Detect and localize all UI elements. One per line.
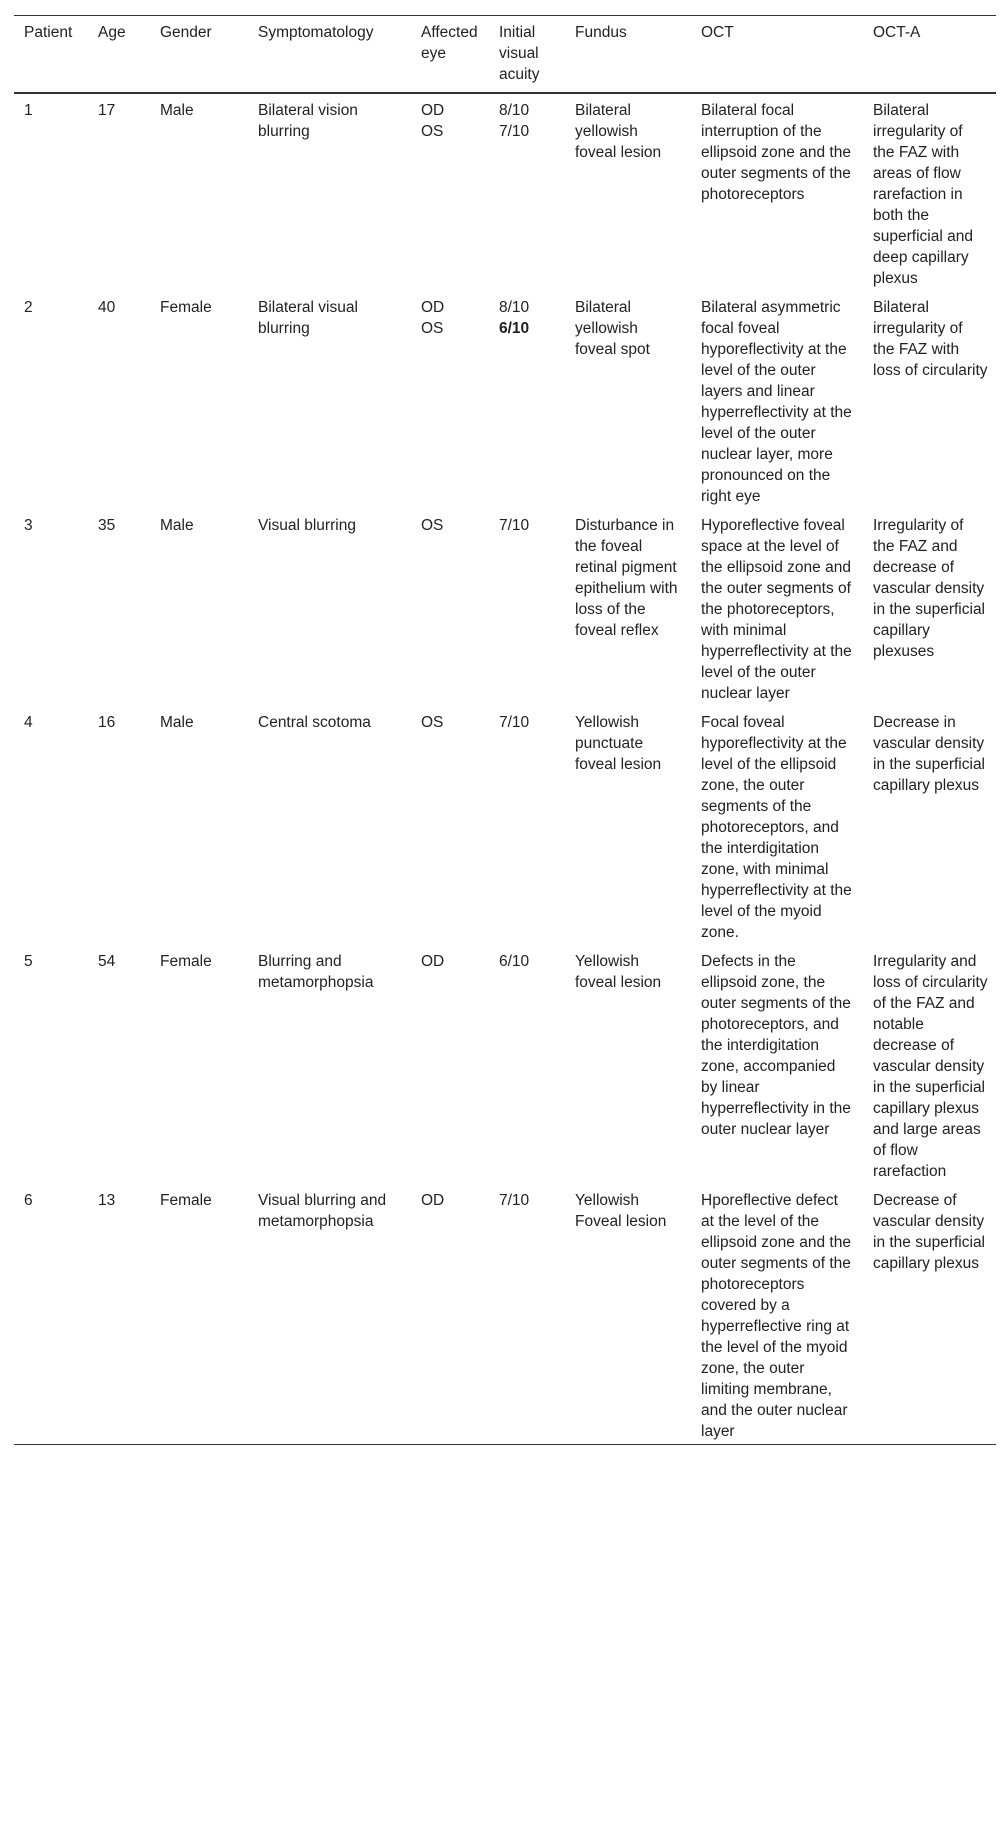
visual-acuity-value: 7/10 xyxy=(499,517,530,534)
table-row xyxy=(14,93,996,291)
cell-initial-visual-acuity xyxy=(489,706,565,945)
visual-acuity-value: 7/10 xyxy=(499,714,530,731)
affected-eye-value: OD xyxy=(421,299,445,316)
cell-fundus: Yellowish Foveal lesion xyxy=(575,1192,667,1230)
affected-eye-value: OD xyxy=(421,1192,445,1209)
cell-oct: Focal foveal hyporeflectivity at the level of the ellipsoid zone, the outer segments of the photoreceptors, and the interdigitation zone, with minimal hyperreflectivity at the level of the myoid zone. xyxy=(701,714,852,941)
cell-oct: Hyporeflective foveal space at the level of the ellipsoid zone and the outer segments of the photoreceptors, with minimal hyperreflectivity at the level of the outer nuclear layer xyxy=(701,517,852,702)
cell-affected-eye xyxy=(411,509,489,706)
cell-oct: Bilateral focal interruption of the ellipsoid zone and the outer segments of the photoreceptors xyxy=(701,102,851,203)
table-row xyxy=(14,509,996,706)
cell-symptomatology: Bilateral vision blurring xyxy=(258,102,358,140)
cell-symptomatology: Visual blurring xyxy=(258,517,356,534)
cell-oct: Bilateral asymmetric focal foveal hyporeflectivity at the level of the outer layers and linear hyperreflectivity at the level of the outer nuclear layer, more pronounced on the right eye xyxy=(701,299,852,505)
header-affected-eye: Affected eye xyxy=(421,24,478,62)
cell-patient: 1 xyxy=(24,102,33,119)
cell-affected-eye xyxy=(411,945,489,1184)
cell-initial-visual-acuity xyxy=(489,509,565,706)
cell-symptomatology: Blurring and metamorphopsia xyxy=(258,953,374,991)
cell-affected-eye xyxy=(411,291,489,509)
affected-eye-value: OS xyxy=(421,123,444,140)
cell-age: 17 xyxy=(98,102,116,119)
visual-acuity-value: 8/10 xyxy=(499,299,530,316)
header-initial-visual-acuity: Initial visual acuity xyxy=(499,24,540,83)
cell-patient: 4 xyxy=(24,714,33,731)
cell-affected-eye xyxy=(411,93,489,291)
affected-eye-value: OS xyxy=(421,714,444,731)
header-age: Age xyxy=(98,24,126,41)
cell-oct-a: Decrease in vascular density in the superficial capillary plexus xyxy=(873,714,986,794)
visual-acuity-value: 7/10 xyxy=(499,1192,530,1209)
table-row xyxy=(14,291,996,509)
cell-gender: Male xyxy=(160,714,194,731)
table-row xyxy=(14,706,996,945)
cell-symptomatology: Visual blurring and metamorphopsia xyxy=(258,1192,387,1230)
header-oct-a: OCT-A xyxy=(873,24,921,41)
visual-acuity-value: 7/10 xyxy=(499,123,530,140)
cell-fundus: Bilateral yellowish foveal lesion xyxy=(575,102,662,161)
affected-eye-value: OD xyxy=(421,953,445,970)
cell-fundus: Disturbance in the foveal retinal pigment epithelium with loss of the foveal reflex xyxy=(575,517,678,639)
cell-gender: Male xyxy=(160,517,194,534)
cell-fundus: Bilateral yellowish foveal spot xyxy=(575,299,650,358)
table-header xyxy=(14,16,996,94)
cell-affected-eye xyxy=(411,1184,489,1445)
header-gender: Gender xyxy=(160,24,212,41)
cell-patient: 2 xyxy=(24,299,33,316)
cell-gender: Female xyxy=(160,953,212,970)
cell-gender: Female xyxy=(160,299,212,316)
cell-oct-a: Bilateral irregularity of the FAZ with areas of flow rarefaction in both the superficial and deep capillary plexus xyxy=(873,102,973,287)
clinical-findings-table xyxy=(14,15,996,1445)
cell-initial-visual-acuity xyxy=(489,291,565,509)
cell-affected-eye xyxy=(411,706,489,945)
cell-oct-a: Bilateral irregularity of the FAZ with loss of circularity xyxy=(873,299,988,379)
table-row xyxy=(14,1184,996,1445)
cell-patient: 6 xyxy=(24,1192,33,1209)
cell-initial-visual-acuity xyxy=(489,945,565,1184)
affected-eye-value: OS xyxy=(421,517,444,534)
cell-oct-a: Irregularity of the FAZ and decrease of vascular density in the superficial capillary plexuses xyxy=(873,517,986,660)
visual-acuity-value: 6/10 xyxy=(499,320,530,337)
cell-age: 54 xyxy=(98,953,116,970)
header-row xyxy=(14,16,996,94)
cell-patient: 3 xyxy=(24,517,33,534)
cell-age: 13 xyxy=(98,1192,116,1209)
cell-fundus: Yellowish foveal lesion xyxy=(575,953,662,991)
cell-oct-a: Decrease of vascular density in the superficial capillary plexus xyxy=(873,1192,986,1272)
header-fundus: Fundus xyxy=(575,24,627,41)
visual-acuity-value: 8/10 xyxy=(499,102,530,119)
cell-symptomatology: Bilateral visual blurring xyxy=(258,299,358,337)
cell-fundus: Yellowish punctuate foveal lesion xyxy=(575,714,662,773)
header-symptomatology: Symptomatology xyxy=(258,24,374,41)
header-oct: OCT xyxy=(701,24,734,41)
cell-age: 40 xyxy=(98,299,116,316)
cell-patient: 5 xyxy=(24,953,33,970)
clinical-table-container xyxy=(14,15,996,1445)
cell-gender: Female xyxy=(160,1192,212,1209)
affected-eye-value: OD xyxy=(421,102,445,119)
table-row xyxy=(14,945,996,1184)
cell-oct: Defects in the ellipsoid zone, the outer segments of the photoreceptors, and the interdigitation zone, accompanied by linear hyperreflectivity in the outer nuclear layer xyxy=(701,953,851,1138)
cell-symptomatology: Central scotoma xyxy=(258,714,371,731)
cell-initial-visual-acuity xyxy=(489,93,565,291)
cell-gender: Male xyxy=(160,102,194,119)
cell-oct: Hporeflective defect at the level of the ellipsoid zone and the outer segments of the photoreceptors covered by a hyperreflective ring at the level of the myoid zone, the outer limiting membrane, and the outer nuclear layer xyxy=(701,1192,851,1440)
cell-oct-a: Irregularity and loss of circularity of the FAZ and notable decrease of vascular density in the superficial capillary plexus and large areas of flow rarefaction xyxy=(873,953,988,1180)
affected-eye-value: OS xyxy=(421,320,444,337)
cell-initial-visual-acuity xyxy=(489,1184,565,1445)
header-patient: Patient xyxy=(24,24,73,41)
table-body xyxy=(14,93,996,1445)
visual-acuity-value: 6/10 xyxy=(499,953,530,970)
cell-age: 16 xyxy=(98,714,116,731)
cell-age: 35 xyxy=(98,517,116,534)
